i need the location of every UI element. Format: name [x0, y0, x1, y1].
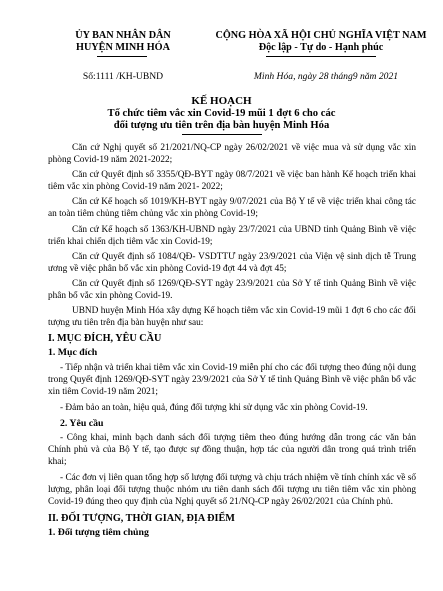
- legal-basis-item: Căn cứ Quyết định số 3355/QĐ-BYT ngày 08/7/2021 về việc ban hành Kế hoạch triển khai tiêm vắc xin phòng Covid-19 năm 2021- 2022;: [48, 170, 416, 193]
- doc-subtitle-line2: đối tượng ưu tiên trên địa bàn huyện Minh Hóa: [113, 120, 330, 131]
- org-underline: [97, 56, 147, 57]
- title-underline: [182, 134, 262, 135]
- list-item: - Công khai, minh bạch danh sách đối tượng tiêm theo đúng hướng dẫn trong các văn bản Chính phủ và của Bộ Y tế, tạo được sự đồng thuận, hợp tác của người dân trong quá trình triển khai;: [48, 432, 416, 468]
- legal-basis-item: Căn cứ Kế hoạch số 1363/KH-UBND ngày 23/7/2021 của UBND tỉnh Quảng Bình về việc triển khai chiến dịch tiêm vắc xin Covid-19;: [48, 224, 416, 247]
- intro-paragraph: UBND huyện Minh Hóa xây dựng Kế hoạch tiêm vắc xin Covid-19 mũi 1 đợt 6 cho các đối tượng ưu tiên trên địa bàn huyện như sau:: [48, 306, 416, 329]
- org-line2: HUYỆN MINH HÓA: [76, 42, 170, 53]
- section-heading: I. MỤC ĐÍCH, YÊU CẦU: [48, 333, 162, 345]
- doc-title: KẾ HOẠCH: [191, 95, 252, 107]
- nation-line2: Độc lập - Tự do - Hạnh phúc: [258, 42, 384, 53]
- place-date: Minh Hóa, ngày 28 tháng9 năm 2021: [253, 71, 399, 82]
- legal-basis-item: Căn cứ Kế hoạch số 1019/KH-BYT ngày 9/07/2021 của Bộ Y tế về việc triển khai công tác an toàn tiêm chủng tiêm chủng vắc xin phòng Covid-19;: [48, 197, 416, 220]
- subsection-heading: 1. Đối tượng tiêm chủng: [48, 526, 149, 538]
- list-item: - Các đơn vị liên quan tổng hợp số lượng đối tượng và chịu trách nhiệm về tính chính xác về số lượng, phân loại đối tượng thuộc nhóm ưu tiên danh sách đối tượng ưu tiên tiêm vắc xin phòng Covid-19 đúng theo quy định của Nghị quyết số 21/NQ-CP ngày 26/02/2021 của Chính phủ.: [48, 473, 416, 508]
- section-heading: II. ĐỐI TƯỢNG, THỜI GIAN, ĐỊA ĐIỂM: [48, 512, 235, 524]
- legal-bases: [48, 142, 416, 539]
- legal-basis-item: Căn cứ Nghị quyết số 21/2021/NQ-CP ngày 26/02/2021 về việc mua và sử dụng vắc xin phòng Covid-19 năm 2021-2022;: [48, 143, 416, 166]
- nation-line1: CỘNG HÒA XÃ HỘI CHỦ NGHĨA VIỆT NAM: [215, 30, 427, 41]
- list-item: - Đảm bảo an toàn, hiệu quả, đúng đối tượng khi sử dụng vắc xin phòng Covid-19.: [60, 402, 368, 413]
- national-header: [214, 30, 428, 54]
- legal-basis-item: Căn cứ Quyết định số 1084/QĐ- VSDTTƯ ngày 23/9/2021 của Viện vệ sinh dịch tễ Trung ương về việc phân bổ vắc xin phòng Covid-19 đợt 44 và đợt 45;: [48, 251, 416, 274]
- org-line1: ỦY BAN NHÂN DÂN: [75, 30, 171, 41]
- motto-underline: [266, 56, 376, 57]
- subsection-heading: 1. Mục đích: [48, 347, 98, 359]
- doc-subtitle-line1: Tổ chức tiêm vắc xin Covid-19 mũi 1 đợt 6 cho các: [107, 108, 336, 119]
- subsection-heading: 2. Yêu cầu: [60, 417, 104, 429]
- issuing-org: [48, 30, 198, 54]
- doc-number: Số:1111 /KH-UBND: [82, 71, 164, 82]
- legal-basis-item: Căn cứ Quyết định số 1269/QĐ-SYT ngày 23/9/2021 của Sở Y tế tỉnh Quảng Bình về việc phân bổ vắc xin phòng Covid-19.: [48, 278, 416, 302]
- list-item: - Tiếp nhận và triển khai tiêm vắc xin Covid-19 miễn phí cho các đối tượng theo đúng nội dung trong Quyết định 1269/QĐ-SYT ngày 23/9/2021 của Sở Y tế tỉnh Quảng Bình về việc phân bổ vắc xin tiêm Covid-19 năm 2021;: [48, 362, 416, 397]
